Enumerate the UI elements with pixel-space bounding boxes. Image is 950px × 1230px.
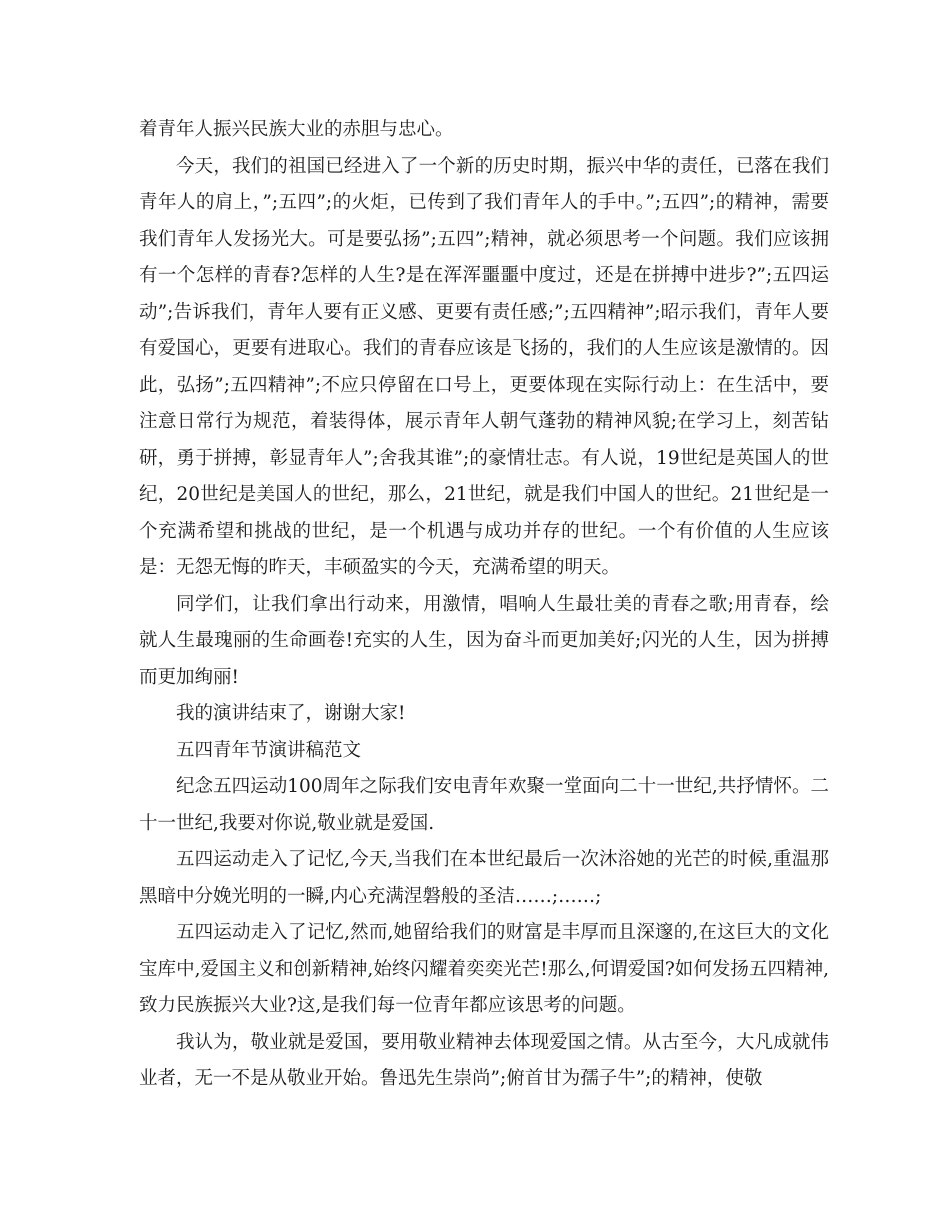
paragraph-closing: 我的演讲结束了，谢谢大家! [176,703,406,724]
paragraph-continuation: 着青年人振兴民族大业的赤胆与忠心。 [139,119,454,140]
paragraph-spirit: 今天，我们的祖国已经进入了一个新的历史时期，振兴中华的责任，已落在我们青年人的肩上，”;五四”;的火炬，已传到了我们青年人的手中。”;五四”;的精神，需要我们青年人发扬光大。可是要弘扬”;五四”;精神，就必须思考一个问题。我们应该拥有一个怎样的青春?怎样的人生?是在浑浑噩噩中度过，还是在拼搏中进步?”;五四运动”;告诉我们，青年人要有正义感、更要有责任感;”;五四精神”;昭示我们，青年人要有爱国心，更要有进取心。我们的青春应该是飞扬的，我们的人生应该是激情的。因此，弘扬”;五四精神”;不应只停留在口号上，更要体现在实际行动上：在生活中，要注意日常行为规范，着装得体，展示青年人朝气蓬勃的精神风貌;在学习上，刻苦钻研，勇于拼搏，彰显青年人”;舍我其谁”;的豪情壮志。有人说，19世纪是英国人的世纪，20世纪是美国人的世纪，那么，21世纪，就是我们中国人的世纪。21世纪是一个充满希望和挑战的世纪，是一个机遇与成功并存的世纪。一个有价值的人生应该是：无怨无悔的昨天，丰硕盈实的今天，充满希望的明天。 [139,155,829,578]
paragraph-call-to-action: 同学们，让我们拿出行动来，用激情，唱响人生最壮美的青春之歌;用青春，绘就人生最瑰丽的生命画卷!充实的人生，因为奋斗而更加美好;闪光的人生，因为拼搏而更加绚丽! [139,593,829,688]
paragraph-intro: 纪念五四运动100周年之际我们安电青年欢聚一堂面向二十一世纪,共抒情怀。二十一世纪,我要对你说,敬业就是爱国. [139,776,829,834]
document-body [139,112,829,1098]
section-heading: 五四青年节演讲稿范文 [176,739,362,761]
paragraph-dedication: 我认为，敬业就是爱国，要用敬业精神去体现爱国之情。从古至今，大凡成就伟业者，无一不是从敬业开始。鲁迅先生崇尚”;俯首甘为孺子牛”;的精神，使敬 [139,1031,829,1089]
paragraph-legacy: 五四运动走入了记忆,然而,她留给我们的财富是丰厚而且深邃的,在这巨大的文化宝库中,爱国主义和创新精神,始终闪耀着奕奕光芒!那么,何谓爱国?如何发扬五四精神,致力民族振兴大业?这,是我们每一位青年都应该思考的问题。 [139,922,829,1016]
paragraph-memory: 五四运动走入了记忆,今天,当我们在本世纪最后一次沐浴她的光芒的时候,重温那黑暗中分娩光明的一瞬,内心充满涅磐般的圣洁……;……; [139,849,829,907]
